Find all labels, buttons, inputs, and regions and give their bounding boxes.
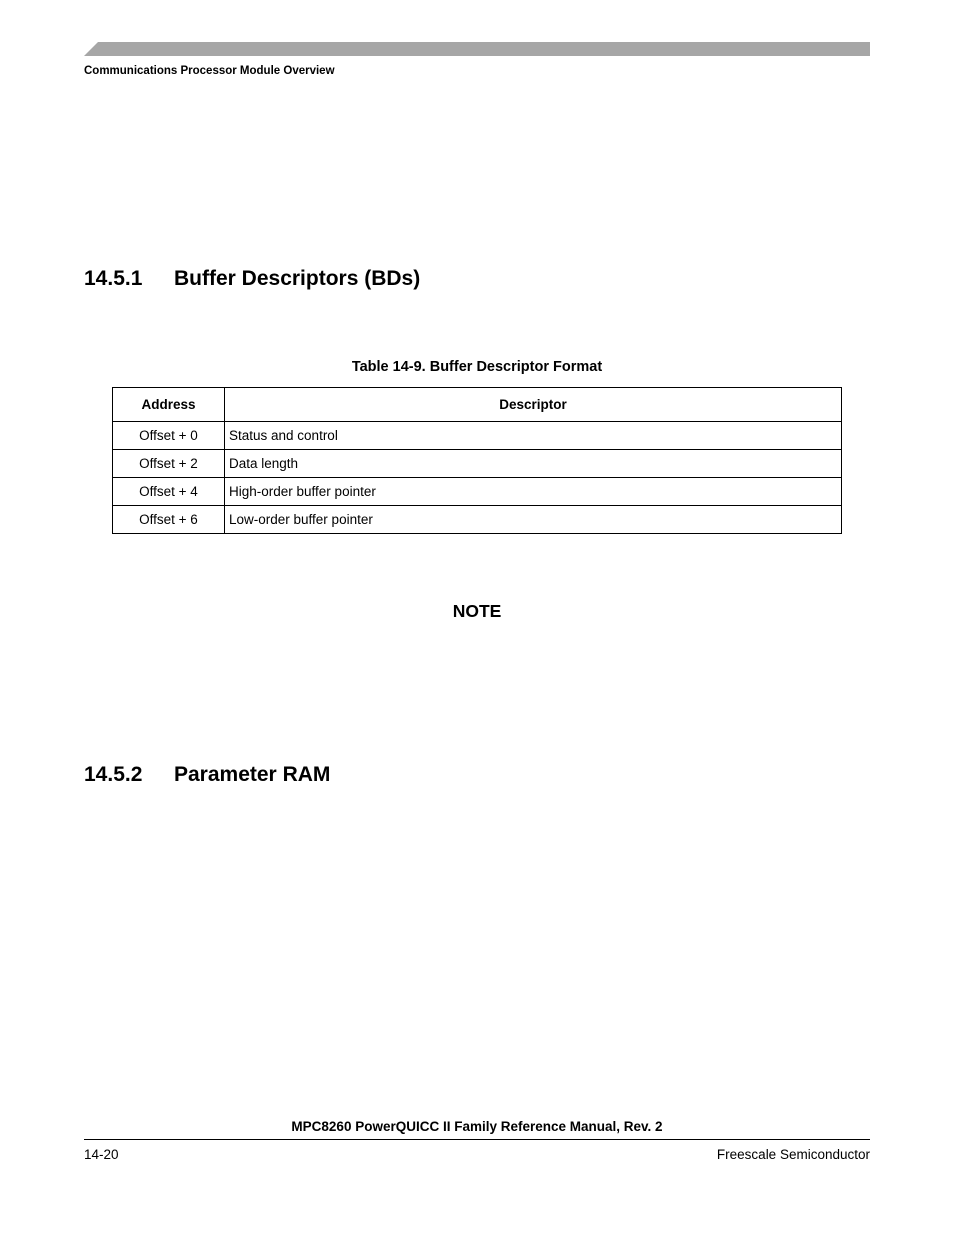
header-bar — [84, 42, 870, 56]
address-cell: Offset + 4 — [113, 478, 225, 506]
table-caption: Table 14-9. Buffer Descriptor Format — [351, 359, 603, 375]
section-heading-parameter-ram — [84, 763, 330, 787]
buffer-descriptor-table — [112, 387, 842, 534]
descriptor-cell: Status and control — [225, 422, 842, 450]
address-cell: Offset + 2 — [113, 450, 225, 478]
address-cell: Offset + 6 — [113, 506, 225, 534]
section-number: 14.5.1 — [84, 267, 143, 290]
table-row — [113, 478, 842, 506]
section-heading-buffer-descriptors — [84, 267, 420, 291]
address-cell: Offset + 0 — [113, 422, 225, 450]
column-header-address: Address — [113, 388, 225, 422]
descriptor-cell: Low-order buffer pointer — [225, 506, 842, 534]
running-head: Communications Processor Module Overview — [84, 65, 335, 77]
section-title: Parameter RAM — [174, 763, 331, 786]
section-title: Buffer Descriptors (BDs) — [174, 267, 421, 290]
footer-rule — [84, 1139, 870, 1140]
table-row — [113, 450, 842, 478]
footer-manual-title: MPC8260 PowerQUICC II Family Reference Manual, Rev. 2 — [291, 1119, 663, 1134]
descriptor-cell: Data length — [225, 450, 842, 478]
section-number: 14.5.2 — [84, 763, 143, 786]
column-header-descriptor: Descriptor — [225, 388, 842, 422]
footer-company: Freescale Semiconductor — [716, 1147, 870, 1162]
table-header-row — [113, 388, 842, 422]
footer-page-number: 14-20 — [84, 1147, 119, 1162]
descriptor-cell: High-order buffer pointer — [225, 478, 842, 506]
note-title: NOTE — [452, 601, 502, 621]
header-bar-graphic — [84, 42, 870, 56]
table-row — [113, 422, 842, 450]
table-row — [113, 506, 842, 534]
